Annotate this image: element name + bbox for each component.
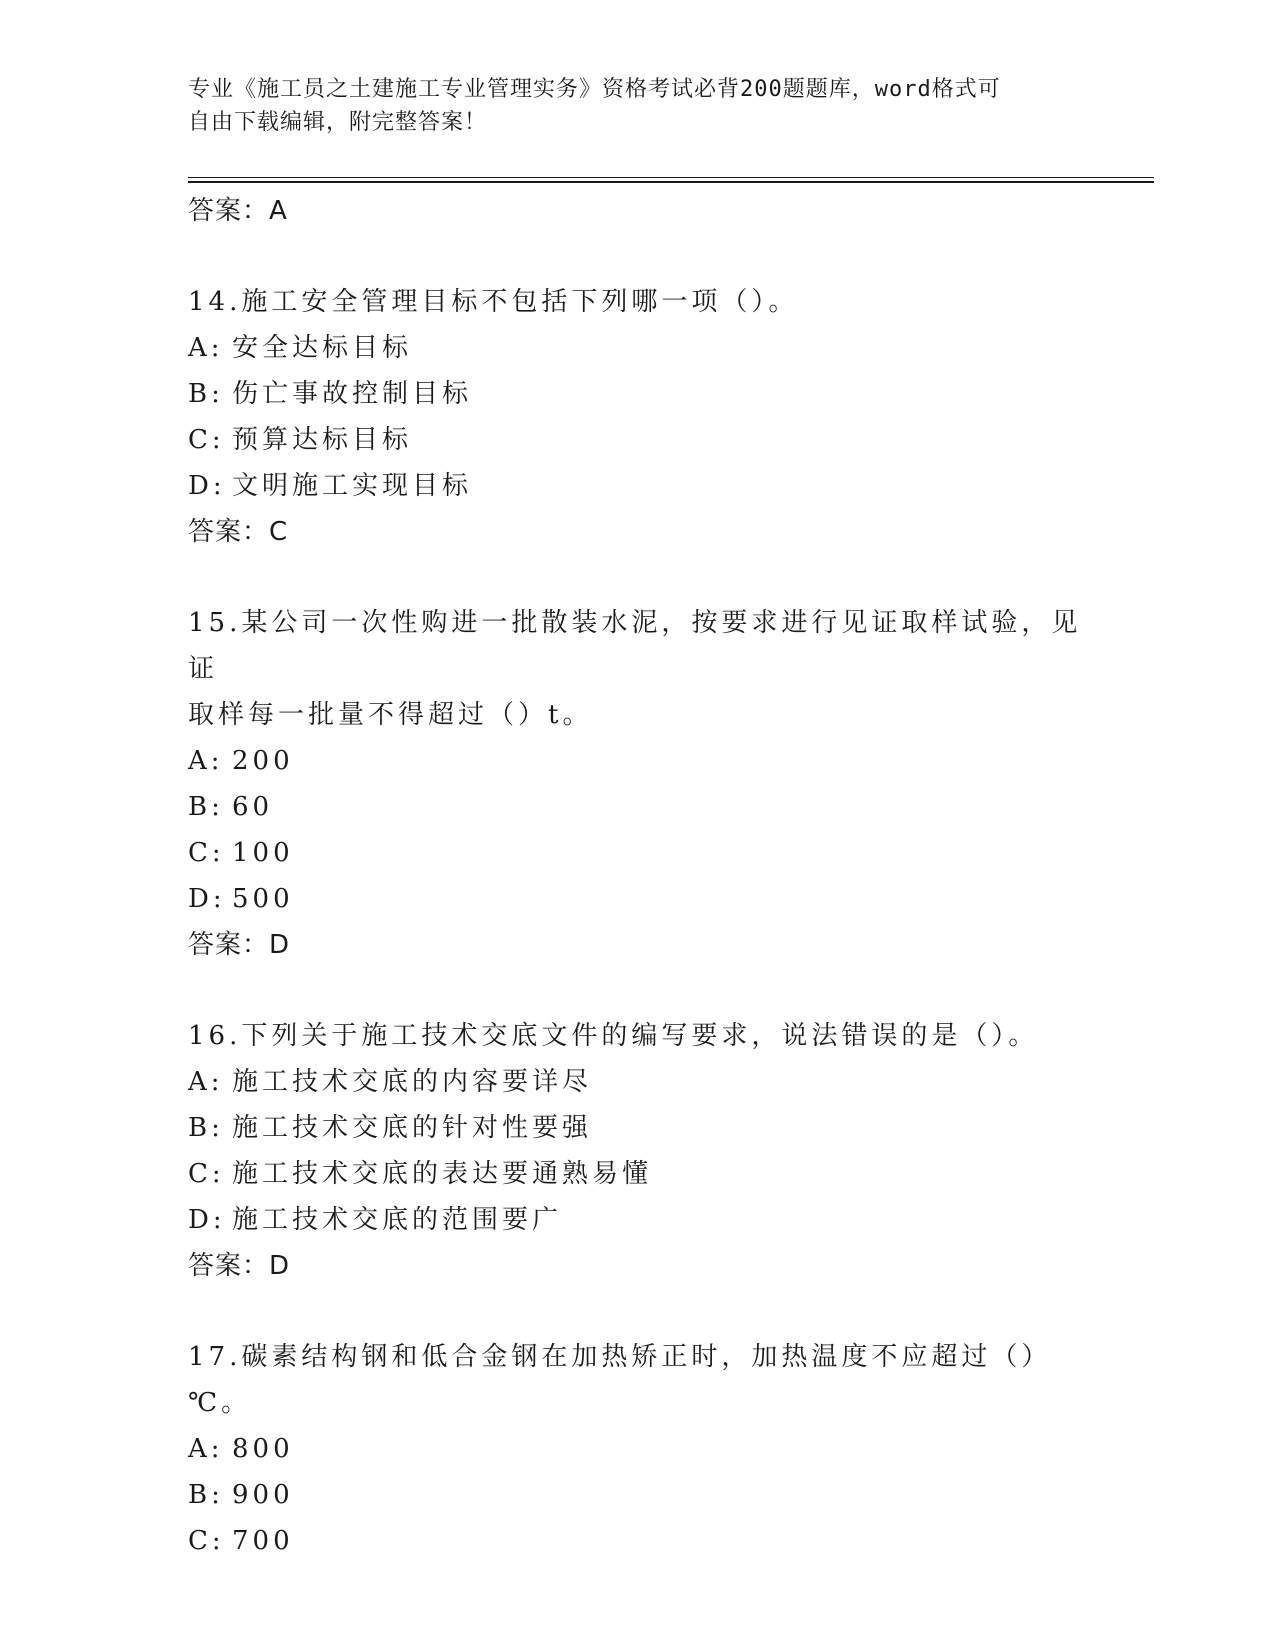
option-letter: A: bbox=[188, 333, 224, 363]
document-header bbox=[188, 73, 1088, 139]
option-b bbox=[188, 784, 1088, 830]
option-d bbox=[188, 876, 1088, 922]
document-body bbox=[188, 188, 1088, 1609]
option-text: 60 bbox=[232, 792, 274, 822]
question-stem: 14.施工安全管理目标不包括下列哪一项（）。 bbox=[188, 287, 799, 317]
option-a bbox=[188, 325, 1088, 371]
option-text: 施工技术交底的针对性要强 bbox=[232, 1113, 593, 1143]
option-a bbox=[188, 1059, 1088, 1105]
option-text: 800 bbox=[232, 1434, 294, 1464]
question-stem: 16.下列关于施工技术交底文件的编写要求，说法错误的是（）。 bbox=[188, 1021, 1039, 1051]
option-letter: D: bbox=[188, 884, 226, 914]
option-text: 文明施工实现目标 bbox=[232, 471, 473, 501]
option-text: 100 bbox=[232, 838, 294, 868]
option-letter: B: bbox=[188, 792, 224, 822]
question-15 bbox=[188, 600, 1088, 968]
option-letter: A: bbox=[188, 1434, 224, 1464]
option-letter: D: bbox=[188, 471, 226, 501]
option-b bbox=[188, 371, 1088, 417]
question-stem-continued: 取样每一批量不得超过（）t。 bbox=[188, 700, 593, 730]
option-letter: A: bbox=[188, 746, 224, 776]
answer-line: 答案：D bbox=[188, 930, 291, 960]
answer-line: 答案：D bbox=[188, 1251, 291, 1281]
option-c bbox=[188, 830, 1088, 876]
option-b bbox=[188, 1472, 1088, 1518]
question-stem: 15.某公司一次性购进一批散装水泥，按要求进行见证取样试验，见证 bbox=[188, 608, 1082, 684]
option-text: 施工技术交底的内容要详尽 bbox=[232, 1067, 593, 1097]
option-letter: D: bbox=[188, 1205, 226, 1235]
question-17 bbox=[188, 1334, 1088, 1564]
question-16 bbox=[188, 1013, 1088, 1289]
option-letter: C: bbox=[188, 425, 225, 455]
option-text: 施工技术交底的表达要通熟易懂 bbox=[232, 1159, 653, 1189]
option-letter: B: bbox=[188, 1113, 224, 1143]
option-text: 900 bbox=[232, 1480, 294, 1510]
header-rule-thin bbox=[188, 177, 1154, 178]
option-text: 700 bbox=[232, 1526, 294, 1556]
option-c bbox=[188, 1518, 1088, 1564]
option-d bbox=[188, 1197, 1088, 1243]
option-b bbox=[188, 1105, 1088, 1151]
question-stem: 17.碳素结构钢和低合金钢在加热矫正时，加热温度不应超过（）℃。 bbox=[188, 1342, 1052, 1418]
option-c bbox=[188, 417, 1088, 463]
option-letter: C: bbox=[188, 1159, 225, 1189]
option-d bbox=[188, 463, 1088, 509]
header-line-2: 自由下载编辑，附完整答案！ bbox=[188, 110, 488, 135]
option-text: 安全达标目标 bbox=[232, 333, 413, 363]
option-text: 预算达标目标 bbox=[232, 425, 413, 455]
answer-line: 答案：C bbox=[188, 517, 289, 547]
option-letter: B: bbox=[188, 1480, 224, 1510]
option-text: 施工技术交底的范围要广 bbox=[232, 1205, 563, 1235]
previous-answer: 答案：A bbox=[188, 196, 288, 226]
option-letter: C: bbox=[188, 1526, 225, 1556]
option-letter: A: bbox=[188, 1067, 224, 1097]
option-text: 伤亡事故控制目标 bbox=[232, 379, 473, 409]
header-rule-thick bbox=[188, 181, 1154, 183]
option-c bbox=[188, 1151, 1088, 1197]
option-a bbox=[188, 738, 1088, 784]
option-text: 500 bbox=[232, 884, 294, 914]
header-line-1: 专业《施工员之土建施工专业管理实务》资格考试必背200题题库，word格式可 bbox=[188, 77, 1001, 102]
option-text: 200 bbox=[232, 746, 294, 776]
question-14 bbox=[188, 279, 1088, 555]
option-letter: C: bbox=[188, 838, 225, 868]
option-a bbox=[188, 1426, 1088, 1472]
option-letter: B: bbox=[188, 379, 224, 409]
